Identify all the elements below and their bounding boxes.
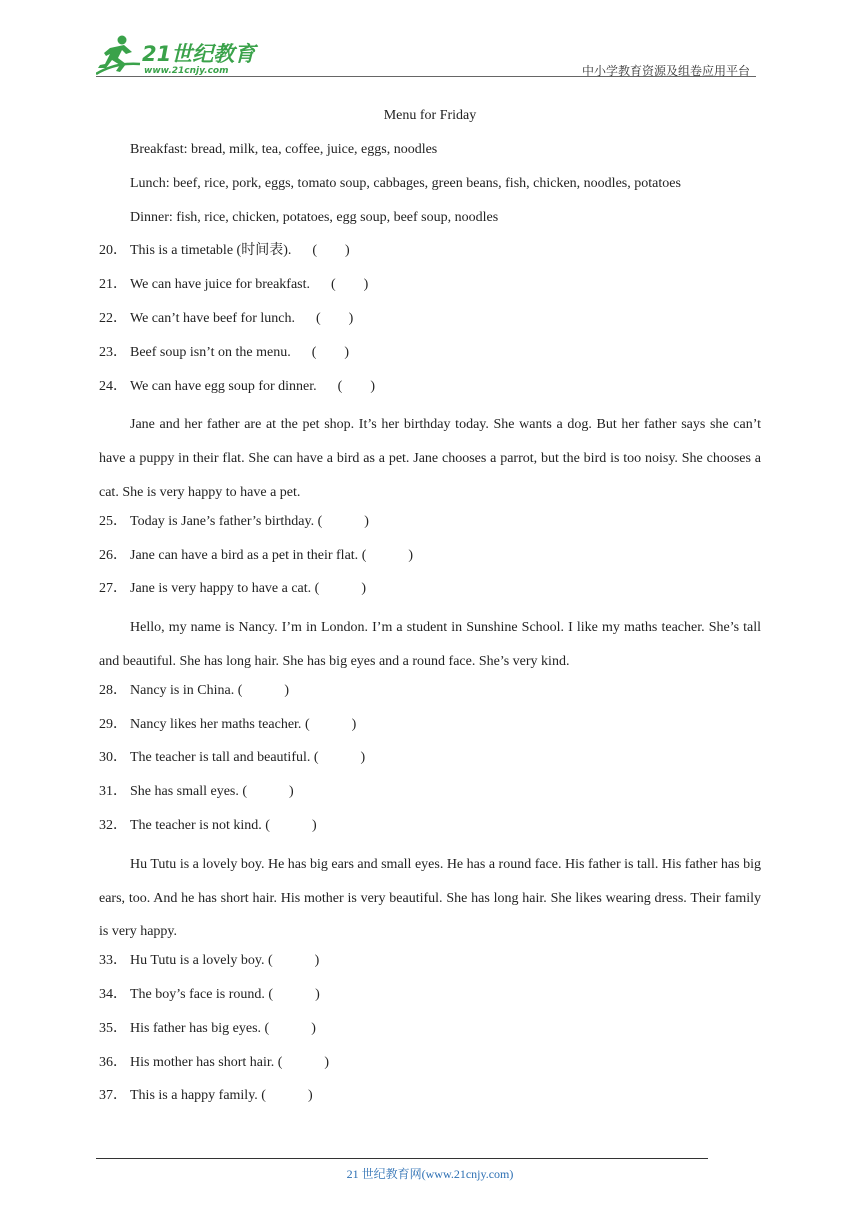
question-text: We can have egg soup for dinner. xyxy=(130,378,317,394)
question-item xyxy=(99,949,761,983)
question-number: 28． xyxy=(99,682,127,698)
question-number: 22． xyxy=(99,310,127,326)
question-text: Nancy is in China. xyxy=(130,682,235,698)
question-text: His father has big eyes. xyxy=(130,1020,262,1036)
platform-name: 中小学教育资源及组卷应用平台 xyxy=(581,64,750,78)
answer-blank[interactable]: ( ) xyxy=(264,953,320,969)
site-logo xyxy=(96,34,266,76)
answer-blank[interactable]: ( ) xyxy=(310,750,366,766)
question-number: 25． xyxy=(99,513,127,529)
question-text: Beef soup isn’t on the menu. xyxy=(130,344,291,360)
answer-blank[interactable]: ( ) xyxy=(310,277,369,293)
question-number: 31． xyxy=(99,784,127,800)
answer-blank[interactable]: ( ) xyxy=(238,784,294,800)
question-number: 33． xyxy=(99,953,127,969)
answer-blank[interactable]: ( ) xyxy=(316,378,375,394)
question-text: Jane can have a bird as a pet in their flat. xyxy=(130,547,359,563)
page-header xyxy=(96,34,756,78)
answer-blank[interactable]: ( ) xyxy=(358,547,414,563)
question-item xyxy=(99,375,761,409)
answer-blank[interactable]: ( ) xyxy=(290,344,350,360)
answer-blank[interactable]: ( ) xyxy=(261,1020,316,1036)
header-divider xyxy=(96,76,756,77)
answer-blank[interactable]: ( ) xyxy=(314,513,369,529)
question-number: 21． xyxy=(99,277,127,293)
reading-passage-nancy: Hello, my name is Nancy. I’m in London. I’m a student in Sunshine School. I like my maths teacher. She’s tall and beautiful. She has long hair. She has big eyes and a round face. She’s very kind. xyxy=(99,620,761,669)
runner-logo-icon xyxy=(96,34,266,76)
question-item xyxy=(99,713,761,747)
question-item xyxy=(99,780,761,814)
question-number: 20． xyxy=(99,243,127,259)
answer-blank[interactable]: ( ) xyxy=(311,581,366,597)
question-item xyxy=(99,746,761,780)
question-number: 26． xyxy=(99,547,127,563)
question-text: We can have juice for breakfast. xyxy=(130,277,310,293)
menu-dinner: Dinner: fish, rice, chicken, potatoes, egg soup, beef soup, noodles xyxy=(130,209,499,225)
question-item xyxy=(99,544,761,578)
question-number: 32． xyxy=(99,817,127,833)
question-text: His mother has short hair. xyxy=(130,1054,275,1070)
question-number: 29． xyxy=(99,716,127,732)
answer-blank[interactable]: ( ) xyxy=(234,682,290,698)
question-item xyxy=(99,307,761,341)
menu-title: Menu for Friday xyxy=(383,108,477,123)
footer-divider xyxy=(96,1158,708,1159)
question-item xyxy=(99,341,761,375)
answer-blank[interactable]: ( ) xyxy=(261,817,317,833)
question-number: 34． xyxy=(99,986,127,1002)
question-item xyxy=(99,1084,761,1118)
menu-lunch: Lunch: beef, rice, pork, eggs, tomato soup, cabbages, green beans, fish, chicken, noodles, potatoes xyxy=(130,175,681,191)
answer-blank[interactable]: ( ) xyxy=(264,986,320,1002)
question-text: Nancy likes her maths teacher. xyxy=(130,716,302,732)
question-number: 23． xyxy=(99,344,127,360)
question-number: 27． xyxy=(99,581,127,597)
answer-blank[interactable]: ( ) xyxy=(291,243,350,259)
question-item xyxy=(99,983,761,1017)
question-item xyxy=(99,577,761,611)
question-item xyxy=(99,239,761,273)
reading-passage-jane: Jane and her father are at the pet shop. It’s her birthday today. She wants a dog. But her father says she can’t have a puppy in their flat. She can have a bird as a pet. Jane chooses a parrot, but the bird is too noisy. She chooses a cat. She is very happy to have a pet. xyxy=(99,417,761,500)
footer-link[interactable]: 21 世纪教育网(www.21cnjy.com) xyxy=(346,1167,514,1181)
answer-blank[interactable]: ( ) xyxy=(301,716,357,732)
question-number: 30． xyxy=(99,750,127,766)
question-number: 37． xyxy=(99,1088,127,1104)
menu-breakfast: Breakfast: bread, milk, tea, coffee, juice, eggs, noodles xyxy=(130,142,438,157)
answer-blank[interactable]: ( ) xyxy=(274,1054,330,1070)
answer-blank[interactable]: ( ) xyxy=(294,310,354,326)
question-number: 35． xyxy=(99,1020,127,1036)
question-text: The teacher is not kind. xyxy=(130,817,262,833)
svg-text:21世纪教育: 21世纪教育 xyxy=(142,42,256,66)
question-number: 36． xyxy=(99,1054,127,1070)
question-text: The boy’s face is round. xyxy=(130,986,265,1002)
question-text: Jane is very happy to have a cat. xyxy=(130,581,312,597)
reading-passage-hu-tutu: Hu Tutu is a lovely boy. He has big ears and small eyes. He has a round face. His father is tall. His father has big ears, too. And he has short hair. His mother is very beautiful. She has long hair. She likes wearing dress. Their family is very happy. xyxy=(99,856,761,940)
question-number: 24． xyxy=(99,378,127,394)
question-text: Today is Jane’s father’s birthday. xyxy=(130,513,315,529)
answer-blank[interactable]: ( ) xyxy=(257,1088,313,1104)
question-text: This is a happy family. xyxy=(130,1088,258,1104)
question-item xyxy=(99,814,761,848)
question-text: Hu Tutu is a lovely boy. xyxy=(130,953,265,969)
svg-text:www.21cnjy.com: www.21cnjy.com xyxy=(144,66,229,76)
question-item xyxy=(99,1017,761,1051)
question-item xyxy=(99,679,761,713)
question-item xyxy=(99,1051,761,1085)
question-item xyxy=(99,273,761,307)
document-body xyxy=(99,104,761,1118)
question-item xyxy=(99,510,761,544)
question-text: The teacher is tall and beautiful. xyxy=(130,750,311,766)
question-text: This is a timetable (时间表). xyxy=(130,243,292,259)
question-text: She has small eyes. xyxy=(130,784,239,800)
question-text: We can’t have beef for lunch. xyxy=(130,310,295,326)
